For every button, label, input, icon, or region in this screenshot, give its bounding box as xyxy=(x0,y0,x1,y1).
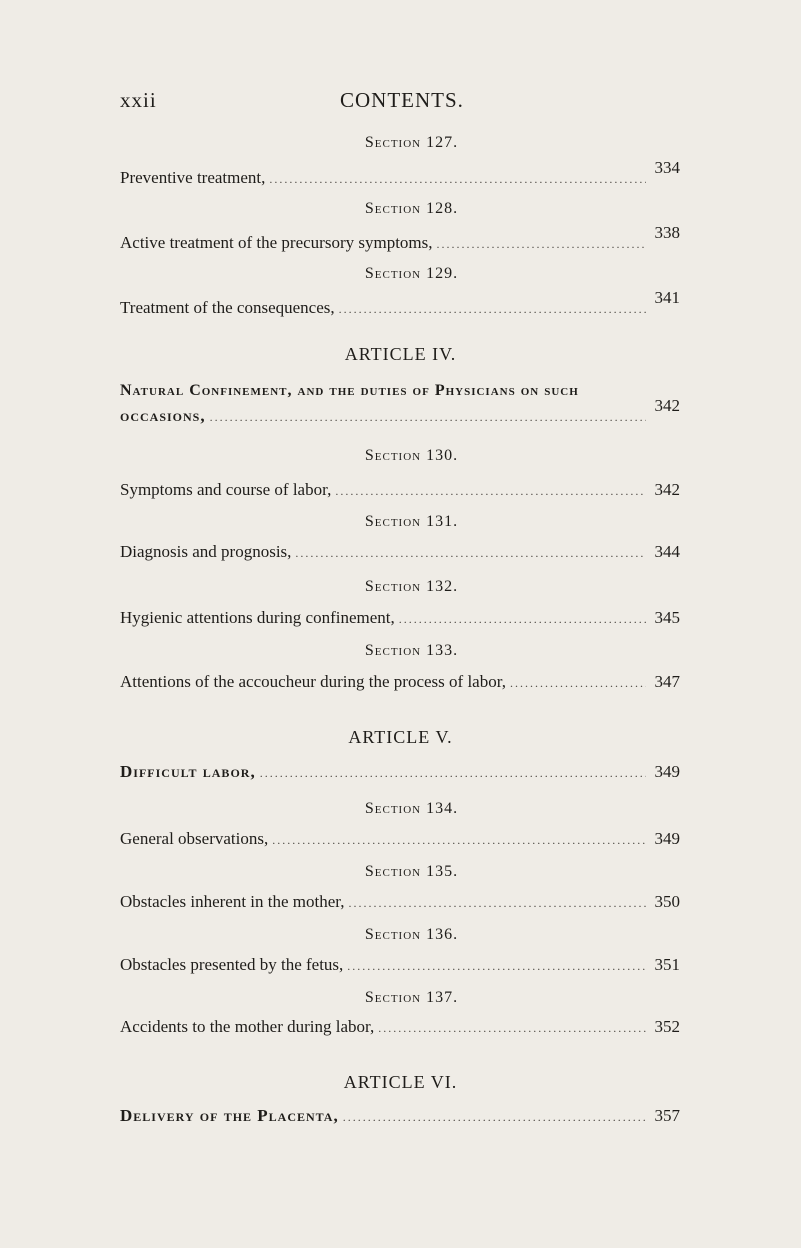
dot-leader xyxy=(295,546,646,561)
dot-leader xyxy=(260,766,646,781)
section-heading: Section 129. xyxy=(364,265,459,282)
article-heading: ARTICLE VI. xyxy=(343,1072,458,1092)
dot-leader xyxy=(510,676,646,691)
toc-entry xyxy=(120,1017,680,1037)
toc-entry xyxy=(120,542,680,562)
section-heading: Section 128. xyxy=(364,200,459,217)
article-heading: ARTICLE IV. xyxy=(344,344,457,364)
entry-page: 352 xyxy=(654,1017,680,1036)
toc-entry xyxy=(120,396,680,426)
dot-leader xyxy=(437,237,646,252)
entry-label: Symptoms and course of labor, xyxy=(120,480,332,499)
entry-label: Hygienic attentions during confinement, xyxy=(120,608,395,627)
entry-label: Obstacles inherent in the mother, xyxy=(120,892,345,911)
entry-page: 345 xyxy=(654,608,680,627)
page-title: CONTENTS. xyxy=(340,88,464,112)
toc-entry xyxy=(120,1106,680,1126)
entry-page: 344 xyxy=(654,542,680,561)
entry-page: 341 xyxy=(654,288,680,307)
section-heading: Section 135. xyxy=(364,863,459,880)
entry-label: occasions, xyxy=(120,406,206,425)
entry-page: 338 xyxy=(654,223,680,242)
toc-entry xyxy=(120,158,680,188)
section-heading: Section 131. xyxy=(364,513,459,530)
toc-entry xyxy=(120,829,680,849)
entry-page: 334 xyxy=(654,158,680,177)
dot-leader xyxy=(339,302,646,317)
section-heading: Section 134. xyxy=(364,800,459,817)
dot-leader xyxy=(343,1110,646,1125)
toc-entry xyxy=(120,223,680,253)
article-heading: ARTICLE V. xyxy=(348,727,453,747)
toc-entry xyxy=(120,480,680,500)
toc-entry xyxy=(120,608,680,628)
entry-page: 342 xyxy=(654,396,680,415)
entry-page: 351 xyxy=(654,955,680,974)
entry-page: 349 xyxy=(654,829,680,848)
page-number: xxii xyxy=(120,88,157,112)
dot-leader xyxy=(335,484,646,499)
dot-leader xyxy=(210,410,646,425)
section-heading: Section 127. xyxy=(364,134,459,151)
entry-label-line: Natural Confinement, and the duties of Physicians on such xyxy=(120,382,579,399)
section-heading: Section 130. xyxy=(364,447,459,464)
toc-entry xyxy=(120,955,680,975)
entry-page: 350 xyxy=(654,892,680,911)
section-heading: Section 132. xyxy=(364,578,459,595)
entry-page: 347 xyxy=(654,672,680,691)
dot-leader xyxy=(378,1021,646,1036)
entry-page: 342 xyxy=(654,480,680,499)
entry-page: 349 xyxy=(654,762,680,781)
entry-label: Diagnosis and prognosis, xyxy=(120,542,292,561)
toc-entry xyxy=(120,762,680,782)
toc-entry xyxy=(120,892,680,912)
toc-entry xyxy=(120,672,680,692)
section-heading: Section 137. xyxy=(364,989,459,1006)
entry-label: Attentions of the accoucheur during the process of labor, xyxy=(120,672,506,691)
entry-page: 357 xyxy=(654,1106,680,1125)
toc-entry xyxy=(120,288,680,318)
entry-label: Treatment of the consequences, xyxy=(120,298,335,317)
dot-leader xyxy=(347,959,646,974)
entry-label: Delivery of the Placenta, xyxy=(120,1106,339,1125)
dot-leader xyxy=(399,612,646,627)
entry-label: Active treatment of the precursory symptoms, xyxy=(120,233,433,252)
dot-leader xyxy=(272,833,646,848)
dot-leader xyxy=(349,896,646,911)
entry-label: General observations, xyxy=(120,829,269,848)
entry-label: Obstacles presented by the fetus, xyxy=(120,955,344,974)
entry-label: Accidents to the mother during labor, xyxy=(120,1017,375,1036)
entry-label: Difficult labor, xyxy=(120,762,256,781)
entry-label: Preventive treatment, xyxy=(120,168,266,187)
section-heading: Section 133. xyxy=(364,642,459,659)
section-heading: Section 136. xyxy=(364,926,459,943)
dot-leader xyxy=(269,172,646,187)
